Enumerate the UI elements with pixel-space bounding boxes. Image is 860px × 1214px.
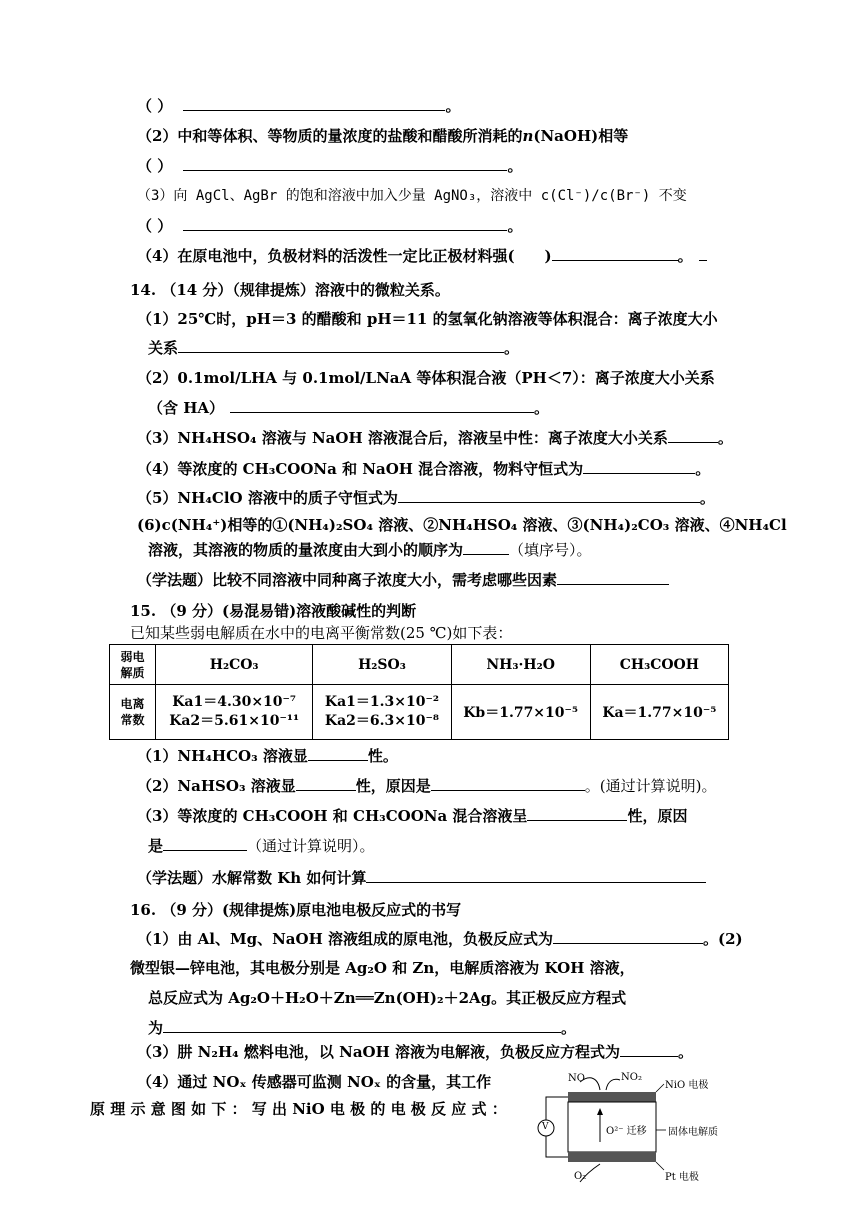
label-o2: O₂ xyxy=(574,1171,587,1182)
answer-blank[interactable] xyxy=(183,96,445,111)
q13-3-line xyxy=(137,216,522,236)
question-text: （2）中和等体积、等物质的量浓度的盐酸和醋酸所消耗的 xyxy=(137,127,523,145)
answer-blank[interactable] xyxy=(163,1018,561,1033)
q16-2c xyxy=(148,1018,576,1038)
answer-blank[interactable] xyxy=(557,570,669,585)
period: 。 xyxy=(504,339,520,357)
answer-blank[interactable] xyxy=(163,836,247,851)
answer-blank[interactable] xyxy=(178,338,504,353)
answer-blank[interactable] xyxy=(308,746,368,761)
answer-blank[interactable] xyxy=(183,156,507,171)
answer-blank[interactable] xyxy=(230,398,534,413)
q16-2 xyxy=(130,958,635,978)
period: 。 xyxy=(507,157,523,175)
table-header: CH₃COOH xyxy=(590,645,728,685)
q14-4 xyxy=(137,459,710,479)
question-text: （1）25℃时，pH＝3 的醋酸和 pH＝11 的氢氧化钠溶液等体积混合：离子浓度大小 xyxy=(137,310,718,328)
italic-n: n xyxy=(522,127,534,145)
pt-electrode xyxy=(568,1152,656,1162)
paren: （ ） xyxy=(137,157,173,175)
wire xyxy=(546,1097,568,1120)
label-nio-electrode: NiO 电极 xyxy=(665,1080,709,1091)
constant-value: Ka1＝1.3×10⁻² xyxy=(324,694,439,710)
q16-4 xyxy=(137,1072,491,1092)
q14-1 xyxy=(137,309,718,329)
paren: （ ） xyxy=(137,217,173,235)
q14-2 xyxy=(137,368,715,388)
q13-4 xyxy=(137,246,707,266)
answer-blank[interactable] xyxy=(431,776,585,791)
constant-value: Ka2＝5.61×10⁻¹¹ xyxy=(169,713,300,729)
q16-3 xyxy=(137,1042,693,1062)
table-cell xyxy=(156,685,313,740)
q13-2 xyxy=(137,126,628,146)
question-text: （3）肼 N₂H₄ 燃料电池，以 NaOH 溶液为电解液，负极反应方程式为 xyxy=(137,1043,621,1061)
question-text: （填序号）。 xyxy=(509,541,592,559)
table-cell: Kb＝1.77×10⁻⁵ xyxy=(451,685,590,740)
question-text: 是 xyxy=(148,837,164,855)
q14-1b xyxy=(148,338,519,358)
q13-3 xyxy=(137,186,687,206)
question-text: （1）NH₄HCO₃ 溶液显 xyxy=(137,747,308,765)
question-text: （2）NaHSO₃ 溶液显 xyxy=(137,777,296,795)
period: 。 xyxy=(695,460,711,478)
q15-3b xyxy=(148,836,375,856)
q16-4b xyxy=(90,1099,507,1119)
q14-6 xyxy=(137,515,787,535)
question-text: 微型银—锌电池，其电极分别是 Ag₂O 和 Zn，电解质溶液为 KOH 溶液， xyxy=(130,959,635,977)
question-text: （3）向 AgCl、AgBr 的饱和溶液中加入少量 AgNO₃，溶液中 c(Cl⁻)/c(Br⁻) 不变 xyxy=(137,188,687,204)
label-pt-electrode: Pt 电极 xyxy=(665,1172,699,1183)
section-title: 15. （9 分）(易混易错)溶液酸碱性的判断 xyxy=(130,602,417,620)
question-text: 。(通过计算说明)。 xyxy=(584,777,717,795)
period: 。 xyxy=(507,217,523,235)
label-migrate: O²⁻ 迁移 xyxy=(606,1126,647,1137)
gas-arrow-icon xyxy=(606,1079,620,1090)
answer-blank[interactable] xyxy=(398,488,700,503)
section-title: 14. （14 分）（规律提炼）溶液中的微粒关系。 xyxy=(130,281,450,299)
intro-text: 已知某些弱电解质在水中的电离平衡常数(25 ℃)如下表： xyxy=(130,624,513,642)
question-text: 。(2) xyxy=(702,930,743,948)
answer-blank[interactable] xyxy=(527,806,627,821)
answer-blank[interactable] xyxy=(366,868,706,883)
q15-3 xyxy=(137,806,687,826)
q16-2b xyxy=(148,988,626,1008)
nox-sensor-diagram xyxy=(528,1070,758,1185)
q13-1-line xyxy=(137,96,460,116)
period: 。 xyxy=(678,1043,694,1061)
ionization-constant-table xyxy=(109,644,729,740)
question-text: （学法题）比较不同溶液中同种离子浓度大小，需考虑哪些因素 xyxy=(137,571,558,589)
question-text: 性，原因 xyxy=(627,807,688,825)
q16-title xyxy=(130,900,461,920)
q15-2 xyxy=(137,776,716,796)
table-cell: Ka＝1.77×10⁻⁵ xyxy=(590,685,728,740)
answer-blank[interactable] xyxy=(463,540,509,555)
leader-line xyxy=(656,1084,664,1092)
table-header: H₂CO₃ xyxy=(156,645,313,685)
question-text: 原 理 示 意 图 如 下 ： 写 出 NiO 电 极 的 电 极 反 应 式 ： xyxy=(90,1100,507,1118)
question-text: 性。 xyxy=(367,747,398,765)
question-text: (6)c(NH₄⁺)相等的①(NH₄)₂SO₄ 溶液、②NH₄HSO₄ 溶液、③(NH₄)₂CO₃ 溶液、④NH₄Cl xyxy=(137,516,787,534)
question-text: （4）等浓度的 CH₃COONa 和 NaOH 混合溶液，物料守恒式为 xyxy=(137,460,584,478)
question-text: （4）通过 NOₓ 传感器可监测 NOₓ 的含量，其工作 xyxy=(137,1073,492,1091)
question-text: （1）由 Al、Mg、NaOH 溶液组成的原电池，负极反应式为 xyxy=(137,930,553,948)
question-text: 为 xyxy=(148,1019,164,1037)
question-text: 溶液，其溶液的物质的量浓度由大到小的顺序为 xyxy=(148,541,464,559)
q13-2-line xyxy=(137,156,522,176)
table-header: NH₃·H₂O xyxy=(451,645,590,685)
period: 。 xyxy=(717,429,733,447)
table-header-electrolyte: 弱电 解质 xyxy=(110,645,156,685)
question-text: 总反应式为 Ag₂O＋H₂O＋Zn══Zn(OH)₂＋2Ag。其正极反应方程式 xyxy=(148,989,627,1007)
q14-law xyxy=(137,570,669,590)
label-no: NO xyxy=(568,1073,585,1084)
answer-blank[interactable] xyxy=(583,459,695,474)
constant-value: Ka2＝6.3×10⁻⁸ xyxy=(324,713,439,729)
q14-6b xyxy=(148,540,592,560)
question-text: （学法题）水解常数 Kh 如何计算 xyxy=(137,869,367,887)
label-solid-electrolyte: 固体电解质 xyxy=(668,1127,718,1138)
table-cell xyxy=(313,685,451,740)
answer-blank[interactable] xyxy=(553,929,703,944)
question-text: （5）NH₄ClO 溶液中的质子守恒式为 xyxy=(137,489,398,507)
paren: （ ） xyxy=(137,97,173,115)
question-text: （3）NH₄HSO₄ 溶液与 NaOH 溶液混合后，溶液呈中性：离子浓度大小关系 xyxy=(137,429,668,447)
question-text: (NaOH)相等 xyxy=(533,127,629,145)
table-header: H₂SO₃ xyxy=(313,645,451,685)
q15-intro xyxy=(130,623,512,643)
period: 。 xyxy=(445,97,461,115)
leader-line xyxy=(656,1162,664,1170)
q14-2b xyxy=(148,398,549,418)
q15-title xyxy=(130,601,416,621)
answer-blank[interactable] xyxy=(668,428,718,443)
wire xyxy=(546,1136,568,1157)
period: 。 xyxy=(561,1019,577,1037)
question-text: 关系 xyxy=(148,339,179,357)
q15-law xyxy=(137,868,706,888)
constant-value: Ka1＝4.30×10⁻⁷ xyxy=(172,694,297,710)
question-text: （通过计算说明）。 xyxy=(247,837,375,855)
q14-5 xyxy=(137,488,715,508)
table-row-label: 电离 常数 xyxy=(110,685,156,740)
period: 。 xyxy=(534,399,550,417)
label-voltmeter: V xyxy=(542,1122,549,1132)
q14-3 xyxy=(137,428,733,448)
question-text: （2）0.1mol/LHA 与 0.1mol/LNaA 等体积混合液（PH＜7）：离子浓度大小关系 xyxy=(137,369,715,387)
period: 。 xyxy=(677,247,693,265)
answer-blank[interactable] xyxy=(296,776,356,791)
answer-blank[interactable] xyxy=(620,1042,678,1057)
q16-1 xyxy=(137,929,743,949)
q14-title xyxy=(130,280,450,300)
answer-blank[interactable] xyxy=(552,246,678,261)
period: 。 xyxy=(699,489,715,507)
question-text: （3）等浓度的 CH₃COOH 和 CH₃COONa 混合溶液呈 xyxy=(137,807,528,825)
question-text: 性，原因是 xyxy=(355,777,431,795)
question-text: （含 HA） xyxy=(148,399,225,417)
answer-blank[interactable] xyxy=(699,246,707,261)
q15-1 xyxy=(137,746,398,766)
question-text: （4）在原电池中，负极材料的活泼性一定比正极材料强( ) xyxy=(137,247,552,265)
answer-blank[interactable] xyxy=(183,216,507,231)
section-title: 16. （9 分）(规律提炼)原电池电极反应式的书写 xyxy=(130,901,462,919)
nio-electrode xyxy=(568,1092,656,1102)
label-no2: NO₂ xyxy=(621,1072,642,1083)
